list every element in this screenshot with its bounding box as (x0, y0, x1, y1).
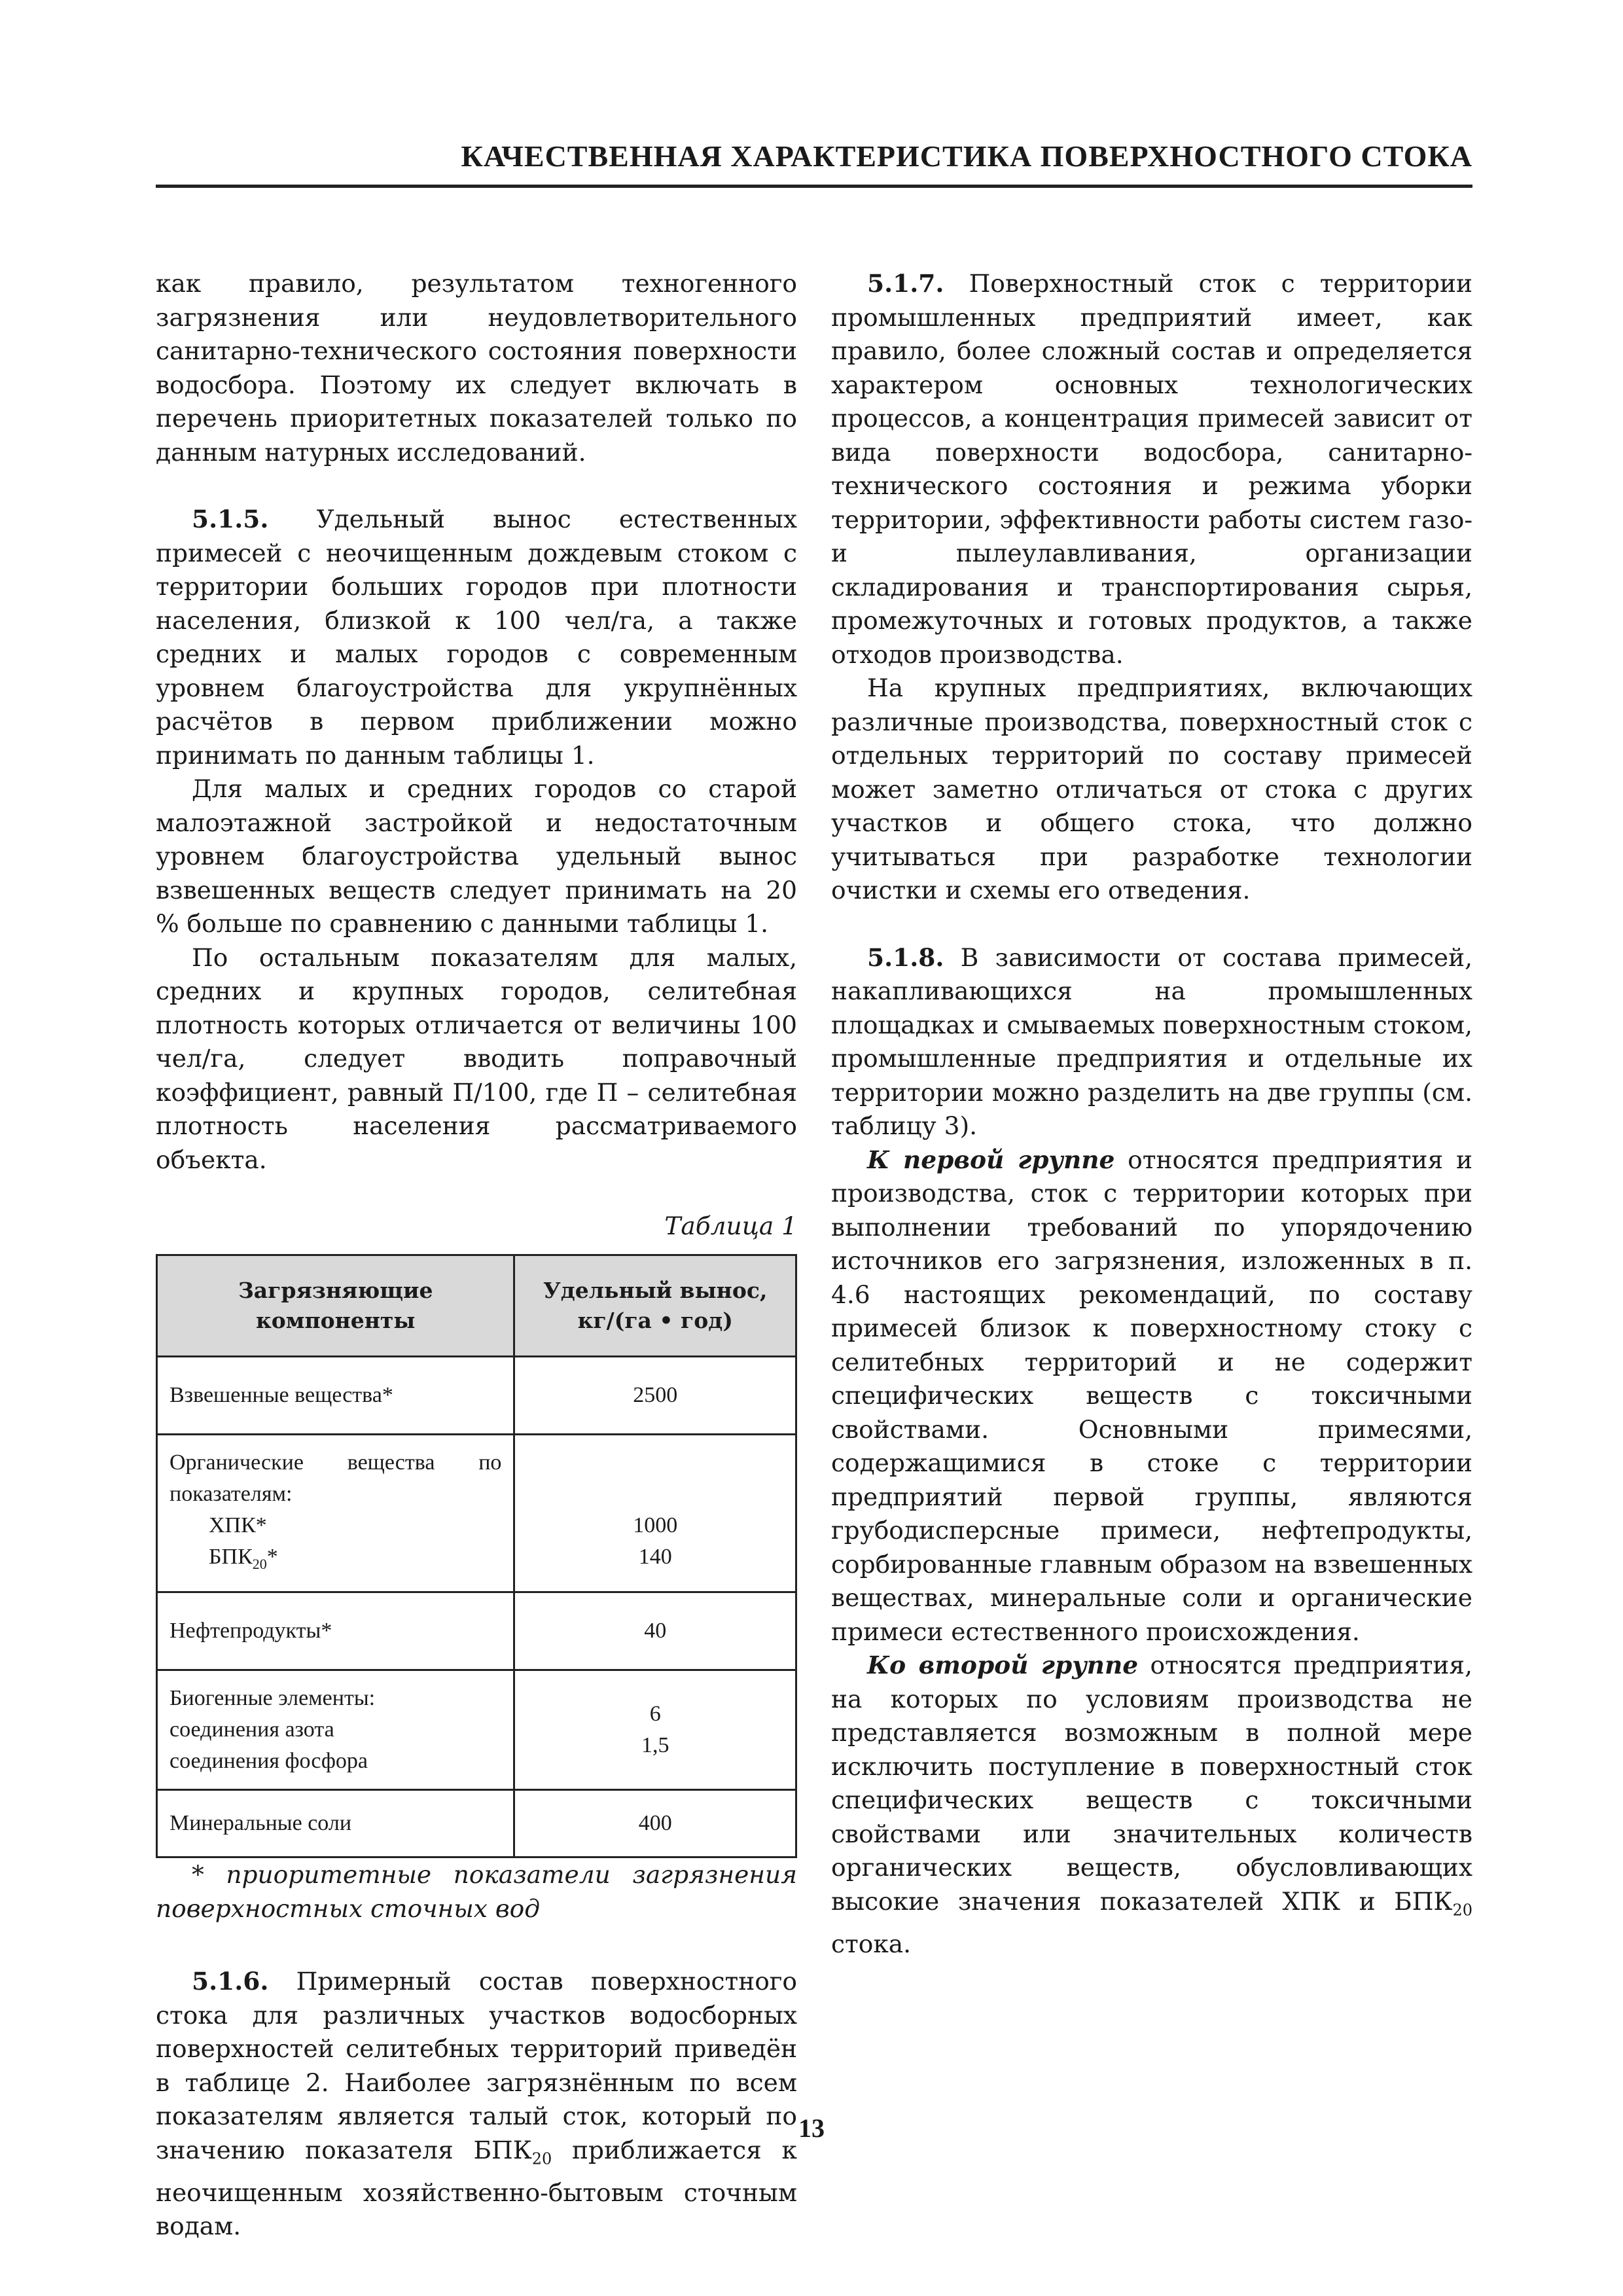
section-number: 5.1.5. (192, 505, 269, 533)
section-number: 5.1.6. (192, 1967, 269, 1996)
subscript: 20 (531, 2149, 552, 2168)
running-header: КАЧЕСТВЕННАЯ ХАРАКТЕРИСТИКА ПОВЕРХНОСТНОГО СТОКА (461, 139, 1472, 173)
paragraph: На крупных предприятиях, включающих различные производства, поверхностный сток с отдельных территорий по составу примесей может заметно отличаться от стока с других участков и общего стока, что должно учитываться при разработке технологии очистки и схемы его отведения. (831, 673, 1472, 905)
cell-line: Биогенные элементы: (169, 1686, 376, 1711)
cell-subline-base: БПК (209, 1544, 253, 1569)
table-row (157, 1592, 796, 1670)
subscript: 20 (252, 1555, 267, 1572)
table-cell: Минеральные соли (157, 1790, 514, 1857)
table-row (157, 1790, 796, 1857)
section-5-1-5 (156, 503, 797, 772)
value-line: 140 (638, 1545, 672, 1570)
group-term: Ко второй группе (867, 1651, 1139, 1679)
table-cell-value: 400 (514, 1790, 796, 1857)
section-5-1-8 (831, 941, 1472, 1143)
table-cell (157, 1434, 514, 1592)
table-footnote: * приоритетные показатели загрязнения поверхностных сточных вод (156, 1860, 797, 1923)
paragraph-text: относятся предприятия, на которых по условиям производства не представляется возможным в полной мере исключить поступление в поверхностный сток специфических веществ с токсичными свойствами или значительных количеств органических веществ, обусловливающих высокие значения показателей ХПК и БПК (831, 1651, 1473, 1916)
section-text: приближается к неочищенным хозяйственно-бытовым сточным водам. (156, 2135, 797, 2241)
value-line: 6 (649, 1702, 661, 1727)
table-header-row (157, 1255, 796, 1356)
right-column (831, 267, 1472, 1961)
table-row (157, 1670, 796, 1790)
column-header: Удельный вынос, кг/(га • год) (514, 1255, 796, 1356)
paragraph-text: стока. (831, 1929, 912, 1958)
paragraph: Для малых и средних городов со старой малоэтажной застройкой и недостаточным уровнем благоустройства удельный вынос взвешенных веществ следует принимать на 20 % больше по сравнению с данными таблицы 1. (156, 774, 797, 938)
table-cell-value (514, 1670, 796, 1790)
header-rule (156, 185, 1472, 188)
paragraph-group-2 (831, 1649, 1472, 1961)
column-header: Загрязняющие компоненты (157, 1255, 514, 1356)
table-row (157, 1356, 796, 1434)
section-text: В зависимости от состава примесей, накапливающихся на промышленных площадках и смываемых поверхностным стоком, промышленные предприятия и отдельные их территории можно разделить на две группы (см. таблицу 3). (831, 942, 1472, 1140)
subscript: 20 (1452, 1901, 1472, 1919)
value-line: 1,5 (641, 1733, 669, 1758)
paragraph-text: относятся предприятия и производства, сток с территории которых при выполнении требований по упорядочению источников его загрязнения, изложенных в п. 4.6 настоящих рекомендаций, по составу примесей близок к поверхностному стоку с селитебных территорий и не содержит специфических веществ с токсичными свойствами. Основными примесями, содержащимися в стоке с территории предприятий первой группы, являются грубодисперсные примеси, нефтепродукты, сорбированные главным образом на взвешенных веществах, минеральные соли и органические примеси естественного происхождения. (831, 1145, 1472, 1646)
cell-line: соединения азота (169, 1717, 334, 1742)
table-cell (157, 1670, 514, 1790)
cell-subline-mark: * (266, 1544, 278, 1569)
table-cell: Взвешенные вещества* (157, 1356, 514, 1434)
section-5-1-7 (831, 267, 1472, 672)
table-cell-value (514, 1434, 796, 1592)
section-number: 5.1.7. (867, 269, 944, 298)
group-term: К первой группе (867, 1145, 1115, 1174)
section-text: Удельный вынос естественных примесей с неочищенным дождевым стоком с территории больших городов при плотности населения, близкой к 100 чел/га, а также средних и малых городов с современным уровнем благоустройства для укрупнённых расчётов в первом приближении можно принимать по данным таблицы 1. (156, 505, 797, 770)
value-line: 1000 (633, 1513, 678, 1538)
section-5-1-6 (156, 1965, 797, 2244)
table-cell-value: 40 (514, 1592, 796, 1670)
paragraph: По остальным показателям для малых, средних и крупных городов, селитебная плотность которых отличается от величины 100 чел/га, следует вводить поправочный коэффициент, равный П/100, где П – селитебная плотность населения рассматриваемого объекта. (156, 942, 797, 1174)
paragraph-continuation: как правило, результатом техногенного загрязнения или неудовлетворительного санитарно-технического состояния поверхности водосбора. Поэтому их следует включать в перечень приоритетных показателей только по данным натурных исследований. (156, 269, 797, 467)
table-row (157, 1434, 796, 1592)
table-cell: Нефтепродукты* (157, 1592, 514, 1670)
section-text: Примерный состав поверхностного стока для различных участков водосборных поверхностей селитебных территорий приведён в таблице 2. Наиболее загрязнённым по всем показателям является талый сток, который по значению показателя БПК (156, 1967, 797, 2164)
cell-line: соединения фосфора (169, 1749, 368, 1774)
page-number: 13 (798, 2113, 825, 2143)
table-cell-value: 2500 (514, 1356, 796, 1434)
left-column (156, 267, 797, 2244)
cell-subline: ХПК* (209, 1513, 267, 1537)
pollutant-table (156, 1254, 797, 1859)
cell-subline (169, 1541, 501, 1580)
table-caption: Таблица 1 (664, 1211, 797, 1240)
cell-line: Органические вещества по показателям: (169, 1450, 502, 1506)
section-text: Поверхностный сток с территории промышленных предприятий имеет, как правило, более сложный состав и определяется характером основных технологических процессов, а концентрация примесей зависит от вида поверхности водосбора, санитарно-технического состояния и режима уборки территории, эффективности работы систем газо- и пылеулавливания, организации складирования и транспортирования сырья, промежуточных и готовых продуктов, а также отходов производства. (831, 269, 1472, 669)
paragraph-group-1 (831, 1143, 1472, 1649)
section-number: 5.1.8. (867, 942, 944, 972)
